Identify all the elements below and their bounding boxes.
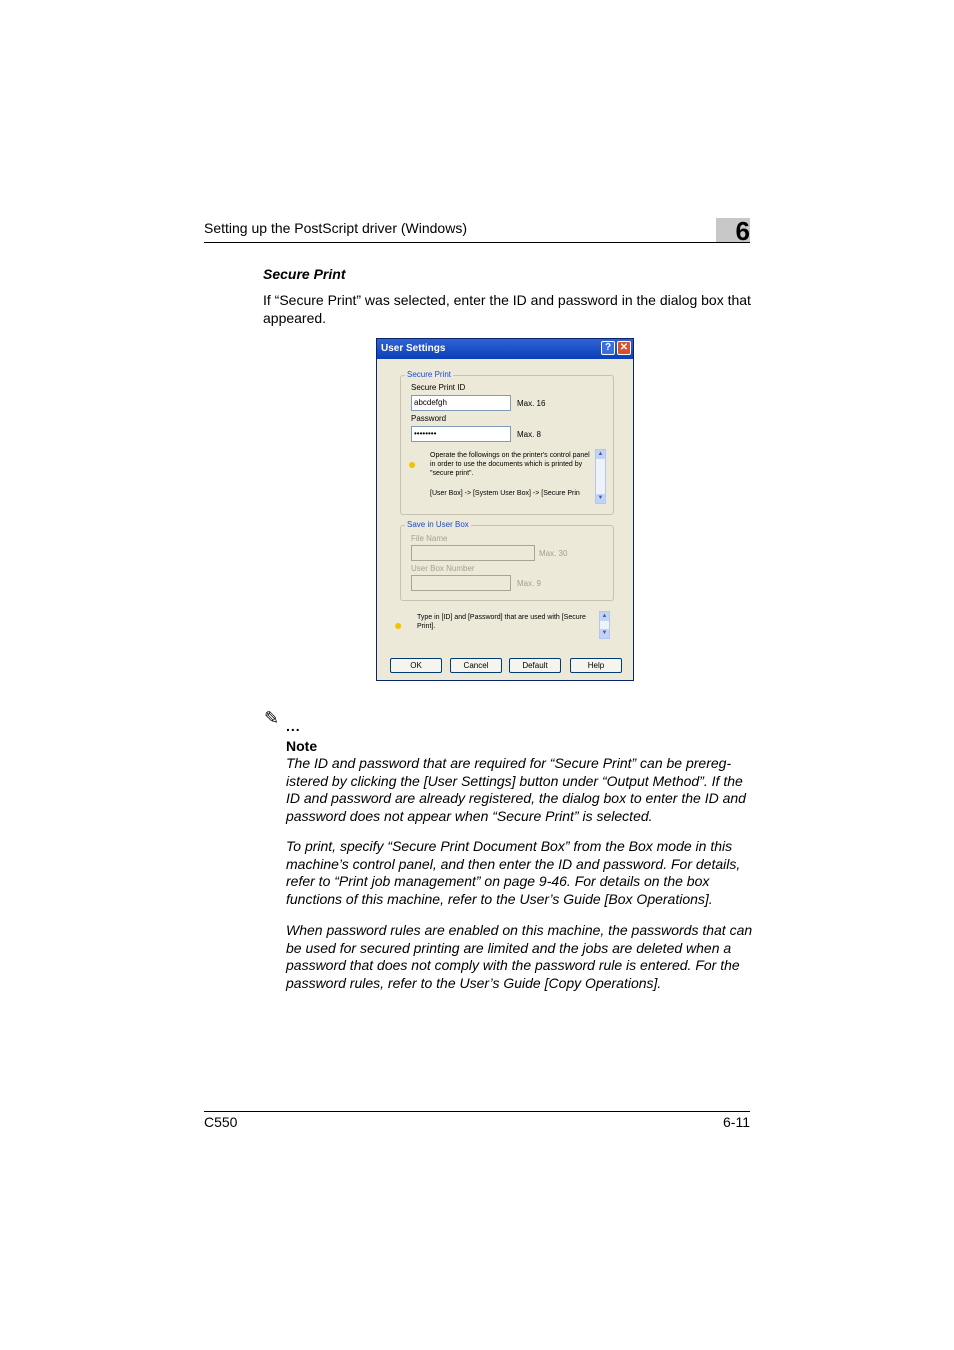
dialog-title: User Settings — [381, 343, 446, 354]
running-header-title: Setting up the PostScript driver (Windows) — [204, 220, 467, 236]
intro-paragraph: If “Secure Print” was selected, enter the ID and password in the dialog box that appeared. — [263, 292, 751, 326]
password-max: Max. 8 — [517, 430, 542, 439]
user-box-number-label: User Box Number — [411, 564, 475, 573]
cancel-button[interactable]: Cancel — [450, 658, 502, 673]
help-button[interactable]: Help — [570, 658, 622, 673]
file-name-label: File Name — [411, 534, 448, 543]
scroll-down-icon[interactable]: ▼ — [601, 630, 608, 636]
note-heading: Note — [286, 738, 318, 754]
password-label: Password — [411, 414, 447, 423]
file-name-max: Max. 30 — [539, 549, 568, 558]
user-box-number-input[interactable] — [411, 575, 511, 591]
secure-print-info-text: Operate the followings on the printer's control panel in order to use the documents which is printed by "secure print". — [430, 451, 596, 478]
scroll-up-icon[interactable]: ▲ — [601, 613, 608, 619]
file-name-input[interactable] — [411, 545, 535, 561]
user-settings-dialog — [376, 338, 634, 681]
bottom-info-scrollbar[interactable] — [599, 611, 610, 639]
scroll-up-icon[interactable]: ▲ — [597, 451, 604, 457]
title-help-button[interactable]: ? — [601, 341, 615, 355]
dialog-title-bar — [377, 339, 633, 359]
note-dots: ... — [286, 718, 301, 734]
title-close-button[interactable]: ✕ — [617, 341, 631, 355]
secure-print-info-path: [User Box] -> [System User Box] -> [Secure Prin — [430, 489, 596, 498]
footer-rule — [204, 1111, 750, 1112]
default-button[interactable]: Default — [509, 658, 561, 673]
bottom-info-text: Type in [ID] and [Password] that are used with [Secure Print]. — [417, 614, 586, 630]
note-paragraph: The ID and password that are required for “Secure Print” can be prereg-istered by clicking the [User Settings] button under “Output Method”. If the ID and password are already registered, the dialog box to enter the ID and password does not appear when “Secure Print” is selected. — [286, 755, 746, 825]
note-paragraph: When password rules are enabled on this machine, the passwords that can be used for secured printing are limited and the jobs are deleted when a password that does not comply with the password rule is entered. For the password rules, refer to the User’s Guide [Copy Operations]. — [286, 922, 753, 992]
pencil-icon: ✎ — [264, 708, 280, 728]
user-box-number-max: Max. 9 — [517, 579, 542, 588]
save-in-user-box-legend: Save in User Box — [407, 520, 469, 529]
info-scrollbar[interactable] — [595, 449, 606, 504]
scroll-down-icon[interactable]: ▼ — [597, 495, 604, 501]
secure-print-id-input[interactable]: abcdefgh — [411, 395, 511, 411]
password-input[interactable]: •••••••• — [411, 426, 511, 442]
header-rule — [204, 242, 750, 243]
secure-print-legend: Secure Print — [407, 370, 452, 379]
note-paragraph: To print, specify “Secure Print Document Box” from the Box mode in this machine’s control panel, and then enter the ID and password. For details, refer to “Print job management” on page 9-46. For details on the box functions of this machine, refer to the User’s Guide [Box Operations]. — [286, 838, 741, 908]
lightbulb-icon: ● — [408, 456, 417, 472]
footer-model: C550 — [204, 1114, 238, 1130]
secure-print-id-max: Max. 16 — [517, 399, 546, 408]
ok-button[interactable]: OK — [390, 658, 442, 673]
footer-page-number: 6-11 — [723, 1114, 750, 1130]
chapter-number: 6 — [735, 216, 750, 246]
secure-print-id-label: Secure Print ID — [411, 383, 466, 392]
lightbulb-icon: ● — [394, 617, 403, 633]
section-title: Secure Print — [263, 266, 346, 282]
